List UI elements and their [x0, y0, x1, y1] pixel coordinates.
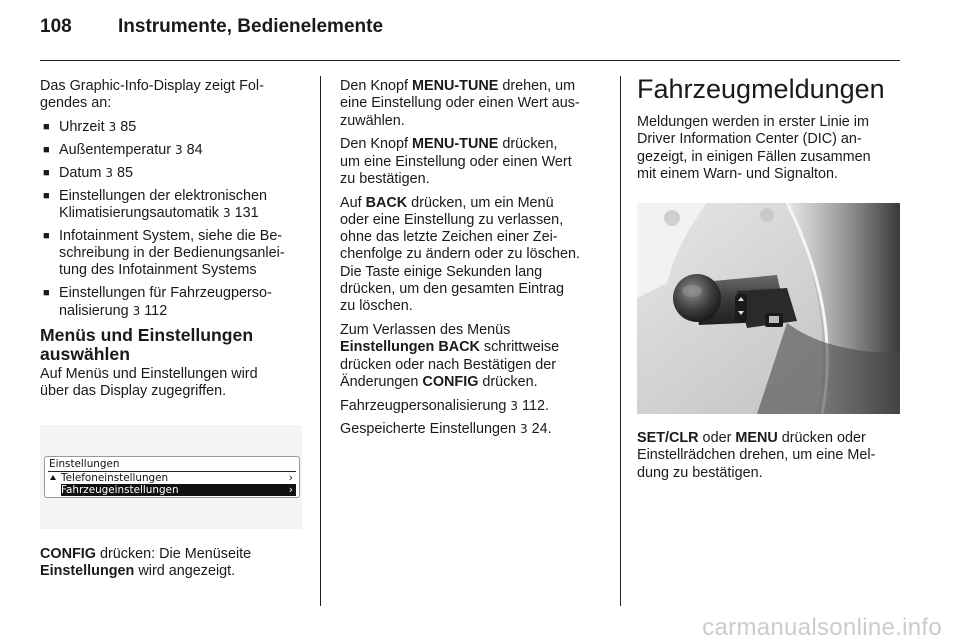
- cross-reference-icon: 3: [174, 142, 183, 157]
- cross-reference-icon: 3: [510, 398, 519, 413]
- figure-caption: CONFIG drücken: Die Menüseite Einstellungen wird angezeigt.: [40, 546, 252, 580]
- display-menu-row-phone: Telefoneinstellungen ›: [49, 472, 296, 484]
- column-3: [637, 74, 905, 190]
- list-item: ■ Außentemperatur 3 84: [40, 142, 310, 159]
- list-item: ■ Einstellungen für Fahrzeugperso- nalisierung 3 112: [40, 285, 310, 320]
- paragraph: Fahrzeugpersonalisierung 3 112.: [340, 397, 549, 414]
- display-menu-row-vehicle-selected: Fahrzeugeinstellungen ›: [61, 484, 296, 496]
- stalk-illustration: [637, 203, 900, 414]
- section-heading: Menüs und Einstellungen auswählen: [40, 324, 254, 364]
- steering-stalk-photo: [637, 203, 900, 414]
- column-3-lower: [637, 430, 905, 488]
- cross-reference-icon: 3: [222, 205, 231, 220]
- cross-reference-icon: 3: [520, 422, 528, 437]
- watermark: carmanualsonline.info: [702, 614, 942, 641]
- display-menu-title: Einstellungen: [49, 458, 120, 470]
- paragraph: Den Knopf MENU-TUNE drehen, um eine Einstellung oder einen Wert aus- zuwählen.: [340, 78, 580, 129]
- column-1: [40, 78, 310, 407]
- cross-reference-icon: 3: [105, 165, 114, 180]
- header-rule: [40, 60, 900, 61]
- section-title: Fahrzeugmeldungen: [637, 74, 885, 104]
- page-header: [40, 16, 383, 38]
- paragraph: Zum Verlassen des Menüs Einstellungen BACK schrittweise drücken oder nach Bestätigen der Änderungen CONFIG drücken.: [340, 322, 560, 390]
- settings-menu-display: [44, 456, 300, 498]
- page-number: 108: [40, 16, 72, 37]
- list-item: ■ Einstellungen der elektronischen Klimatisierungsautomatik 3 131: [40, 188, 310, 223]
- section-paragraph: Auf Menüs und Einstellungen wird über das Display zugegriffen.: [40, 365, 258, 400]
- column-divider-2: [620, 76, 621, 606]
- page-title: Instrumente, Bedienelemente: [118, 16, 384, 37]
- paragraph: SET/CLR oder MENU drücken oder Einstellrädchen drehen, um eine Mel- dung zu bestätigen.: [637, 430, 876, 481]
- scroll-up-icon: [50, 475, 56, 480]
- paragraph: Den Knopf MENU-TUNE drücken, um eine Einstellung oder einen Wert zu bestätigen.: [340, 136, 572, 187]
- list-item: ■ Infotainment System, siehe die Be- schreibung in der Bedienungsanlei- tung des Infotainment Systems: [40, 228, 310, 280]
- display-illustration: [40, 425, 302, 529]
- column-2: [340, 78, 610, 445]
- paragraph: Meldungen werden in erster Linie im Driver Information Center (DIC) an- gezeigt, in einigen Fällen zusammen mit einem Warn- und Signalton.: [637, 114, 871, 182]
- cross-reference-icon: 3: [108, 119, 117, 134]
- intro-paragraph: Das Graphic-Info-Display zeigt Fol- gendes an:: [40, 78, 264, 112]
- list-item: ■ Datum 3 85: [40, 165, 310, 182]
- chevron-right-icon: ›: [288, 483, 293, 496]
- cross-reference-icon: 3: [132, 303, 141, 318]
- display-items-list: [40, 119, 310, 320]
- paragraph: Gespeicherte Einstellungen 3 24.: [340, 421, 552, 438]
- list-item: ■ Uhrzeit 3 85: [40, 119, 310, 136]
- paragraph: Auf BACK drücken, um ein Menü oder eine Einstellung zu verlassen, ohne das letzte Zeichen einer Zei- chenfolge zu ändern oder zu löschen. Die Taste einige Sekunden lang drücken, um den gesamten Eintrag zu löschen.: [340, 194, 581, 315]
- chevron-right-icon: ›: [288, 471, 293, 484]
- column-divider-1: [320, 76, 321, 606]
